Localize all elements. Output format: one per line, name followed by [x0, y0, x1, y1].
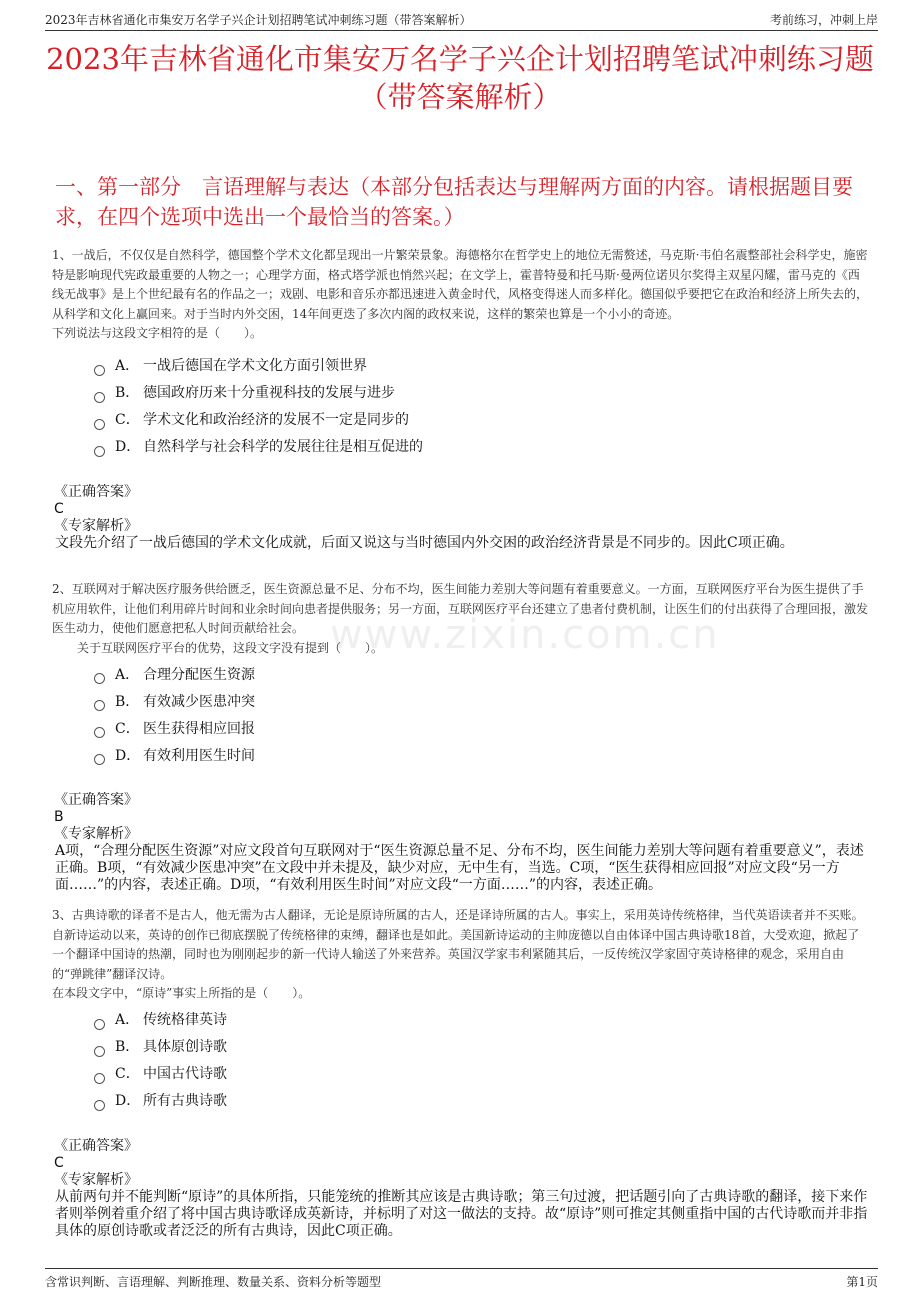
radio-icon[interactable] — [94, 446, 105, 457]
option-a[interactable] — [52, 354, 870, 381]
radio-icon[interactable] — [94, 419, 105, 430]
option-a[interactable] — [52, 662, 870, 689]
question-text: 3、古典诗歌的译者不是古人，他无需为古人翻译，无论是原诗所属的古人，还是译诗所属的古人。事实上，采用英诗传统格律，当代英语读者并不买账。自新诗运动以来，英诗的创作已彻底摆脱了传统格律的束缚，翻译也是如此。美国新诗运动的主帅庞德以自由体译中国古典诗歌18首，大受欢迎，掀起了一个翻译中国诗的热潮，同时也为刚刚起步的新一代诗人输送了外来营养。英国汉学家韦利紧随其后，一反传统汉学家固守英诗格律的观念，采用自由的“弹跳律”翻译汉诗。 — [52, 908, 864, 981]
option-text: 有效减少医患冲突 — [143, 693, 255, 710]
section-heading: 一、第一部分 言语理解与表达（本部分包括表达与理解两方面的内容。请根据题目要求，在四个选项中选出一个最恰当的答案。） — [55, 175, 853, 229]
radio-icon[interactable] — [94, 700, 105, 711]
option-b[interactable] — [52, 381, 870, 408]
header-slogan: 考前练习，冲刺上岸 — [769, 13, 878, 27]
option-text: 具体原创诗歌 — [143, 1039, 227, 1056]
question-text: 1、一战后，不仅仅是自然科学，德国整个学术文化都呈现出一片繁荣景象。海德格尔在哲学史上的地位无需赘述，马克斯·韦伯名震整部社会科学史，施密特是影响现代宪政最重要的人物之一；心理学方面，格式塔学派也悄然兴起；在文学上，霍普特曼和托马斯·曼两位诺贝尔奖得主双星闪耀，雷马克的《西线无战事》是上个世纪最有名的作品之一；戏剧、电影和音乐亦都迅速进入黄金时代，风格变得迷人而多样化。德国似乎要把它在政治和经济上所失去的，从科学和文化上赢回来。对于当时内外交困，14年间更迭了多次内阁的政权来说，这样的繁荣也算是一个小小的奇迹。 — [52, 248, 869, 321]
option-a[interactable] — [52, 1008, 870, 1035]
header-doc-title: 2023年吉林省通化市集安万名学子兴企计划招聘笔试冲刺练习题（带答案解析） — [45, 13, 472, 27]
radio-icon[interactable] — [94, 392, 105, 403]
question-3 — [52, 906, 870, 1240]
option-c[interactable] — [52, 716, 870, 743]
answer-value: C — [54, 1154, 64, 1171]
analysis-label: 《专家解析》 — [54, 826, 138, 842]
question-text: 2、互联网对于解决医疗服务供给匮乏，医生资源总量不足、分布不均，医生间能力差别大等问题有着重要意义。一方面，互联网医疗平台为医生提供了手机应用软件，让他们利用碎片时间和业余时间向患者提供服务；另一方面，互联网医疗平台还建立了患者付费机制，让医生们的付出获得了合理回报，激发医生动力，使他们愿意把私人时间贡献给社会。 — [52, 582, 869, 635]
option-letter: D． — [115, 1093, 141, 1110]
option-letter: C． — [115, 1066, 140, 1083]
option-letter: C． — [115, 720, 140, 737]
option-list — [52, 1008, 870, 1116]
radio-icon[interactable] — [94, 365, 105, 376]
option-d[interactable] — [52, 1089, 870, 1116]
option-letter: B． — [115, 1039, 140, 1056]
option-letter: A． — [115, 666, 140, 683]
radio-icon[interactable] — [94, 727, 105, 738]
analysis-text: 文段先介绍了一战后德国的学术文化成就，后面又说这与当时德国内外交困的政治经济背景是不同步的。因此C项正确。 — [55, 534, 794, 551]
radio-icon[interactable] — [94, 673, 105, 684]
question-2 — [52, 580, 870, 894]
option-c[interactable] — [52, 408, 870, 435]
radio-icon[interactable] — [94, 1019, 105, 1030]
option-text: 学术文化和政治经济的发展不一定是同步的 — [143, 412, 409, 429]
answer-block — [52, 1138, 870, 1240]
option-letter: B． — [115, 385, 140, 402]
option-c[interactable] — [52, 1062, 870, 1089]
footer-topics: 含常识判断、言语理解、判断推理、数量关系、资料分析等题型 — [45, 1275, 382, 1289]
option-text: 医生获得相应回报 — [143, 720, 255, 737]
option-letter: B． — [115, 693, 140, 710]
option-letter: D． — [115, 747, 141, 764]
answer-label: 《正确答案》 — [54, 792, 138, 808]
page-footer — [45, 1268, 878, 1289]
option-text: 自然科学与社会科学的发展往往是相互促进的 — [143, 439, 423, 456]
answer-label: 《正确答案》 — [54, 1137, 138, 1154]
radio-icon[interactable] — [94, 1046, 105, 1057]
question-prompt: 下列说法与这段文字相符的是（ ）。 — [52, 326, 263, 340]
analysis-label: 《专家解析》 — [54, 1171, 138, 1188]
option-letter: A． — [115, 1012, 140, 1029]
option-letter: D． — [115, 439, 141, 456]
answer-label: 《正确答案》 — [54, 483, 138, 500]
page-header — [45, 8, 878, 31]
option-text: 所有古典诗歌 — [143, 1093, 227, 1110]
option-letter: A． — [115, 358, 140, 375]
analysis-text: 从前两句并不能判断“原诗”的具体所指，只能笼统的推断其应该是古典诗歌；第三句过渡，把话题引向了古典诗歌的翻译，接下来作者则举例着重介绍了将中国古典诗歌译成英新诗，并标明了对这一做法的支持。故“原诗”则可推定其侧重指中国的古代诗歌而并非指具体的原创诗歌或者泛泛的所有古典诗，因此C项正确。 — [55, 1188, 868, 1239]
option-text: 德国政府历来十分重视科技的发展与进步 — [143, 385, 395, 402]
question-prompt: 关于互联网医疗平台的优势，这段文字没有提到（ ）。 — [77, 640, 384, 655]
answer-block — [52, 792, 870, 894]
radio-icon[interactable] — [94, 754, 105, 765]
option-b[interactable] — [52, 689, 870, 716]
answer-block — [52, 484, 870, 552]
radio-icon[interactable] — [94, 1073, 105, 1084]
analysis-label: 《专家解析》 — [54, 517, 138, 534]
option-text: 合理分配医生资源 — [143, 666, 255, 683]
option-d[interactable] — [52, 435, 870, 462]
option-d[interactable] — [52, 743, 870, 770]
question-1 — [52, 246, 870, 552]
document-title: 2023年吉林省通化市集安万名学子兴企计划招聘笔试冲刺练习题（带答案解析） — [46, 42, 874, 114]
radio-icon[interactable] — [94, 1100, 105, 1111]
option-text: 一战后德国在学术文化方面引领世界 — [143, 358, 367, 375]
analysis-text: A项，“合理分配医生资源”对应文段首句互联网对于“医生资源总量不足、分布不均，医生间能力差别大等问题有着重要意义”，表述正确。B项，“有效减少医患冲突”在文段中并未提及，缺少对应，无中生有，当选。C项，“医生获得相应回报”对应文段“另一方面……”的内容，表述正确。D项，“有效利用医生时间”对应文段“一方面……”的内容，表述正确。 — [55, 843, 864, 893]
question-prompt: 在本段文字中，“原诗”事实上所指的是（ ）。 — [52, 986, 311, 1000]
option-text: 有效利用医生时间 — [143, 747, 255, 764]
option-list — [52, 354, 870, 462]
option-text: 传统格律英诗 — [143, 1012, 227, 1029]
answer-value: C — [54, 500, 64, 517]
option-list — [52, 662, 870, 770]
watermark: www.zixin.com.cn — [330, 612, 720, 658]
option-b[interactable] — [52, 1035, 870, 1062]
option-text: 中国古代诗歌 — [143, 1066, 227, 1083]
option-letter: C． — [115, 412, 140, 429]
answer-value: B — [54, 809, 64, 825]
page-number: 第1页 — [846, 1275, 878, 1289]
